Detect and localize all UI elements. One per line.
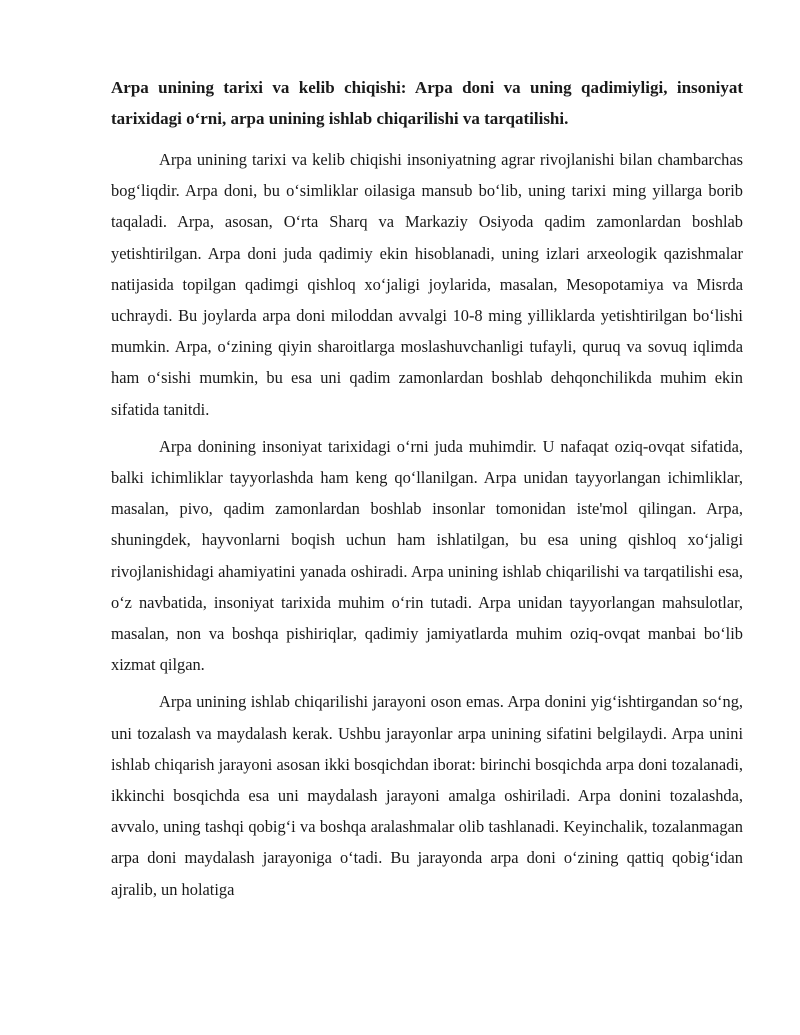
paragraph-2: Arpa donining insoniyat tarixidagi o‘rni juda muhimdir. U nafaqat oziq-ovqat sifatida, balki ichimliklar tayyorlashda ham keng qo‘llanilgan. Arpa unidan tayyorlangan ichimliklar, masalan, pivo, qadim zamonlardan boshlab insonlar tomonidan iste'mol qilingan. Arpa, shuningdek, hayvonlarni boqish uchun ham ishlatilgan, bu esa uning qishloq xo‘jaligi rivojlanishidagi ahamiyatini yanada oshiradi. Arpa unining ishlab chiqarilishi va tarqatilishi esa, o‘z navbatida, insoniyat tarixida muhim o‘rin tutadi. Arpa unidan tayyorlangan mahsulotlar, masalan, non va boshqa pishiriqlar, qadimiy jamiyatlarda muhim oziq-ovqat manbai bo‘lib xizmat qilgan.: [111, 436, 743, 675]
document-heading: Arpa unining tarixi va kelib chiqishi: Arpa doni va uning qadimiyligi, insoniyat tarixidagi o‘rni, arpa unining ishlab chiqarilishi va tarqatilishi.: [111, 78, 743, 128]
paragraph-3: Arpa unining ishlab chiqarilishi jarayoni oson emas. Arpa donini yig‘ishtirgandan so‘ng, uni tozalash va maydalash kerak. Ushbu jarayonlar arpa unining sifatini belgilaydi. Arpa unini ishlab chiqarish jarayoni asosan ikki bosqichdan iborat: birinchi bosqichda arpa doni tozalanadi, ikkinchi bosqichda esa uni maydalash jarayoni amalga oshiriladi. Arpa donini tozalashda, avvalo, uning tashqi qobig‘i va boshqa aralashmalar olib tashlanadi. Keyinchalik, tozalanmagan arpa doni maydalash jarayoniga o‘tadi. Bu jarayonda arpa doni o‘zining qattiq qobig‘idan ajralib, un holatiga: [111, 692, 743, 899]
paragraph-1: Arpa unining tarixi va kelib chiqishi insoniyatning agrar rivojlanishi bilan chambarchas bog‘liqdir. Arpa doni, bu o‘simliklar oilasiga mansub bo‘lib, uning tarixi ming yillarga borib taqaladi. Arpa, asosan, O‘rta Sharq va Markaziy Osiyoda qadim zamonlardan boshlab yetishtirilgan. Arpa doni juda qadimiy ekin hisoblanadi, uning izlari arxeologik qazishmalar natijasida topilgan qadimgi qishloq xo‘jaligi joylarida, masalan, Mesopotamiya va Misrda uchraydi. Bu joylarda arpa doni miloddan avvalgi 10-8 ming yilliklarda yetishtirilgan bo‘lishi mumkin. Arpa, o‘zining qiyin sharoitlarga moslashuvchanligi tufayli, quruq va sovuq iqlimda ham o‘sishi mumkin, bu esa uni qadim zamonlardan boshlab dehqonchilikda muhim ekin sifatida tanitdi.: [111, 150, 743, 419]
document-page: [111, 72, 743, 911]
